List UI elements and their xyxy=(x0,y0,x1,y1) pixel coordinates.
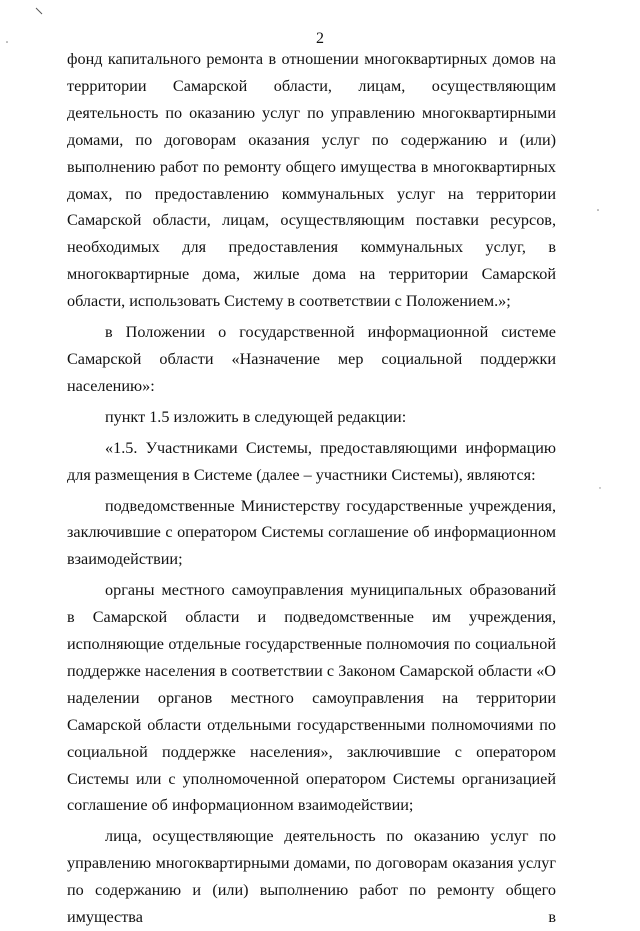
scan-dot xyxy=(599,487,600,488)
paragraph-4: «1.5. Участниками Системы, предоставляющими информацию для размещения в Системе (далее – участники Системы), являются: xyxy=(67,438,556,484)
paragraph-1: фонд капитального ремонта в отношении многоквартирных домов на территории Самарской области, лицам, осуществляющим деятельность по оказанию услуг по управлению многоквартирными домами, по договорам оказания услуг по содержанию и (или) выполнению работ по ремонту общего имущества в многоквартирных домах, по предоставлению коммунальных услуг на территории Самарской области, лицам, осуществляющим поставки ресурсов, необходимых для предоставления коммунальных услуг, в многоквартирные дома, жилые дома на территории Самарской области, использовать Систему в соответствии с Положением.»; xyxy=(67,50,556,311)
paragraph-2: в Положении о государственной информационной системе Самарской области «Назначение мер социальной поддержки населению»: xyxy=(67,323,556,395)
document-body xyxy=(67,46,556,931)
paragraph-6: органы местного самоуправления муниципальных образований в Самарской области и подведомственные им учреждения, исполняющие отдельные государственные полномочия по социальной поддержке населения в соответствии с Законом Самарской области «О наделении органов местного самоуправления на территории Самарской области отдельными государственными полномочиями по социальной поддержке населения», заключившие с оператором Системы или с уполномоченной оператором Системы организацией соглашение об информационном взаимодействии; xyxy=(67,581,556,815)
scan-mark xyxy=(36,8,42,14)
scan-dot xyxy=(597,209,599,211)
paragraph-3: пункт 1.5 изложить в следующей редакции: xyxy=(105,407,407,426)
paragraph-5: подведомственные Министерству государственные учреждения, заключившие с оператором Системы соглашение об информационном взаимодействии; xyxy=(67,496,556,569)
page-number: 2 xyxy=(316,30,324,47)
paragraph-7: лица, осуществляющие деятельность по оказанию услуг по управлению многоквартирными домами, по договорам оказания услуг по содержанию и (или) выполнению работ по ремонту общего имущества в xyxy=(67,827,556,927)
